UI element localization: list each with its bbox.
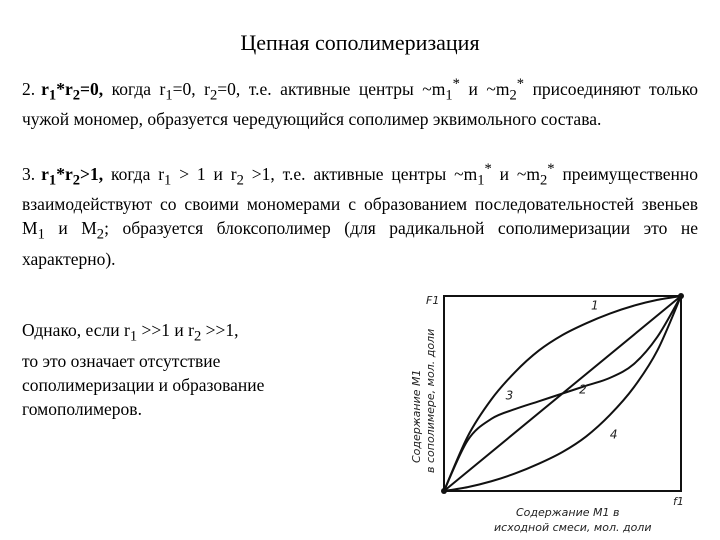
x-axis-label-line-1: Содержание M1 в [516,506,620,519]
paragraph-item-2: 2. $r_1*r_2=0$, когда $r_1=0$, $r_2=0$, т.е. активные центры $\sim m_1^*$ и $\sim m_2^*$ присоединяют только чужой мономер, образуется чередующийся сополимер эквимольного состава. [22,76,699,130]
note-line-3: сополимеризации и образование [22,374,265,395]
curve-label-1: 1 [590,298,599,313]
y-axis-label-line-2: в сополимере, мол. доли [424,328,437,473]
item-2-number: 2. [22,78,36,99]
note-line-4: гомополимеров. [22,398,142,419]
slide-title: Цепная сополимеризация [240,30,480,55]
curve-label-3: 3 [505,388,514,403]
item-2-condition: $r_1*r_2=0$, [41,78,104,104]
x-axis-label-line-2: исходной смеси, мол. доли [494,521,652,534]
curve-label-4: 4 [609,427,618,442]
note-line-1: Однако, если $r_1 >>1$ и $r_2 >>1$, [22,320,239,345]
origin-point [441,488,447,494]
end-point [678,293,684,299]
note-line-2: то это означает отсутствие [22,350,221,371]
composition-chart [376,288,706,536]
item-3-number: 3. [22,163,36,184]
corner-label-F1: F1 [426,294,440,307]
item-3-condition: $r_1*r_2>1$, [41,163,104,189]
note-paragraph [22,318,342,421]
paragraph-item-3: 3. $r_1*r_2>1$, когда $r_1 > 1$ и $r_2 >1$, т.е. активные центры $\sim m_1^*$ и $\sim m_2^*$ преимущественно взаимодействуют со своими мономерами с образованием последовательностей звеньев $M_1$ и $M_2$; образуется блоксополимер (для радикальной сополимеризации это не характерно). [22,161,699,269]
y-axis-label-line-1: Содержание M1 [410,369,423,463]
curve-label-2: 2 [579,382,587,397]
corner-label-f1: f1 [673,495,684,508]
